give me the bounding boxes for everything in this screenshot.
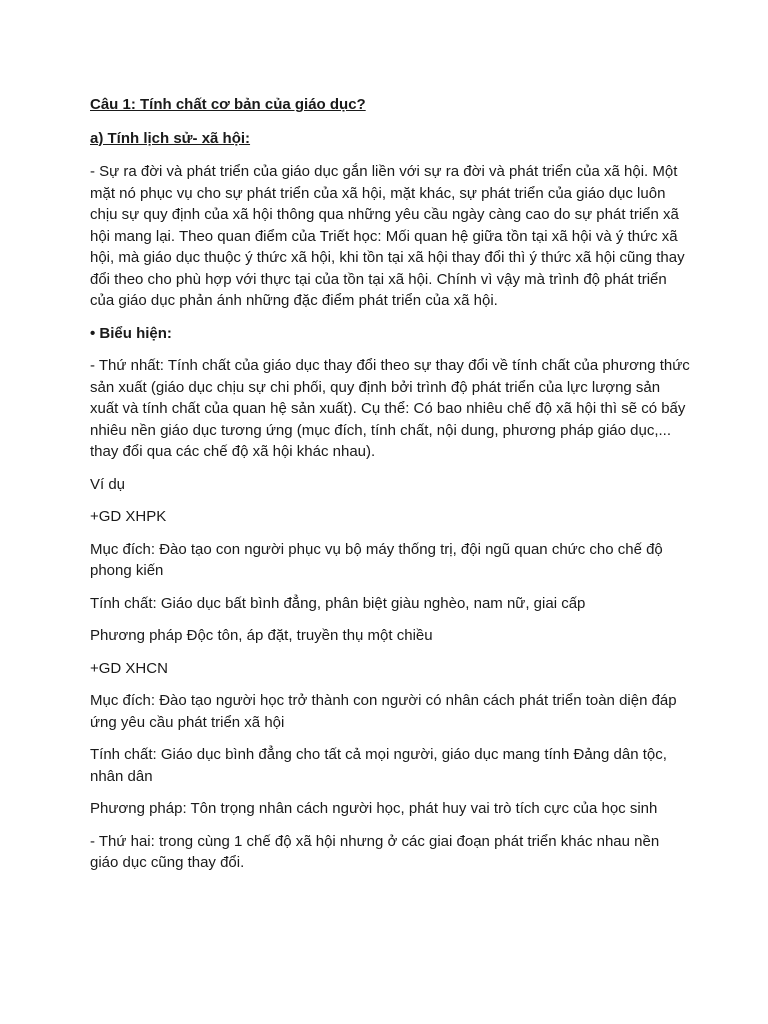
gd-xhcn-label: +GD XHCN <box>90 659 168 677</box>
paragraph-second-point: - Thứ hai: trong cùng 1 chế độ xã hội nhưng ở các giai đoạn phát triển khác nhau nền giáo dục cũng thay đổi. <box>90 832 660 871</box>
document-page <box>90 94 690 885</box>
xhcn-purpose: Mục đích: Đào tạo người học trở thành con người có nhân cách phát triển toàn diện đáp ứng yêu cầu phát triển xã hội <box>90 692 677 731</box>
xhpk-purpose: Mục đích: Đào tạo con người phục vụ bộ máy thống trị, đội ngũ quan chức cho chế độ phong kiến <box>90 540 663 579</box>
xhcn-method: Phương pháp: Tôn trọng nhân cách người học, phát huy vai trò tích cực của học sinh <box>90 800 658 817</box>
section-a-heading: a) Tính lịch sử- xã hội: <box>90 129 251 147</box>
example-label: Ví dụ <box>90 475 126 493</box>
xhpk-method: Phương pháp Độc tôn, áp đặt, truyền thụ một chiều <box>90 627 433 644</box>
paragraph-history-society: - Sự ra đời và phát triển của giáo dục gắn liền với sự ra đời và phát triển của xã hội. Một mặt nó phục vụ cho sự phát triển của xã hội, mặt khác, sự phát triển của giáo dục luôn chịu sự quy định của xã hội thông qua những yêu cầu ngày càng cao do sự phát triển xã hội mang lại. Theo quan điểm của Triết học: Mối quan hệ giữa tồn tại xã hội và ý thức xã hội, mà giáo dục thuộc ý thức xã hội, khi tồn tại xã hội thay đổi thì ý thức xã hội cũng thay đổi theo cho phù hợp với thực tại của tồn tại xã hội. Chính vì vậy mà trình độ phát triển của giáo dục phản ánh những đặc điểm phát triển của xã hội. <box>90 163 685 309</box>
paragraph-first-point: - Thứ nhất: Tính chất của giáo dục thay đổi theo sự thay đổi về tính chất của phương thức sản xuất (giáo dục chịu sự chi phối, quy định bởi trình độ phát triển của lực lượng sản xuất và tính chất của quan hệ sản xuất). Cụ thể: Có bao nhiêu chế độ xã hội thì sẽ có bấy nhiêu nền giáo dục tương ứng (mục đích, tính chất, nội dung, phương pháp giáo dục,... thay đổi qua các chế độ xã hội khác nhau). <box>90 357 690 460</box>
bullet-heading-manifestation: • Biểu hiện: <box>90 324 172 342</box>
xhcn-nature: Tính chất: Giáo dục bình đẳng cho tất cả mọi người, giáo dục mang tính Đảng dân tộc, nhân dân <box>90 746 667 785</box>
xhpk-nature: Tính chất: Giáo dục bất bình đẳng, phân biệt giàu nghèo, nam nữ, giai cấp <box>90 594 586 612</box>
question-title: Câu 1: Tính chất cơ bản của giáo dục? <box>90 96 366 113</box>
gd-xhpk-label: +GD XHPK <box>90 508 167 525</box>
